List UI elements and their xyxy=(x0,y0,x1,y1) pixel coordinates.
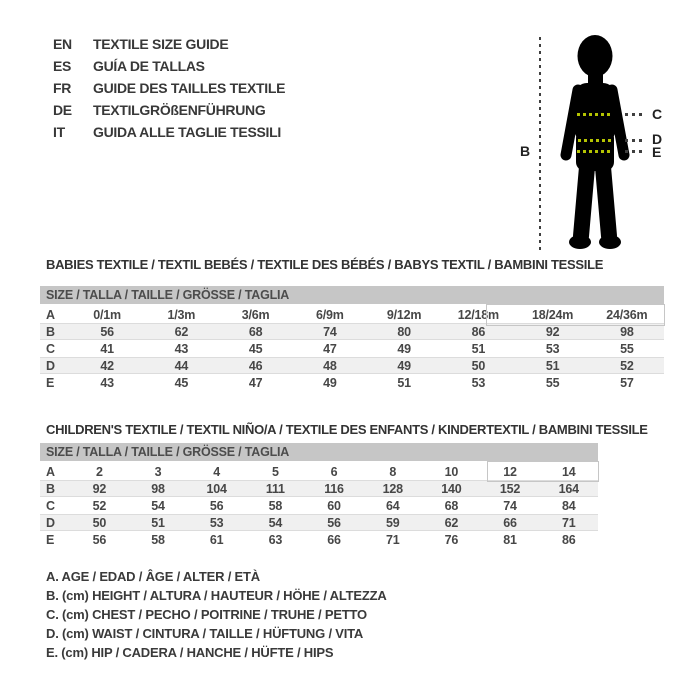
size-cell: 64 xyxy=(385,498,400,513)
size-header-bar: SIZE / TALLA / TAILLE / GRÖSSE / TAGLIA xyxy=(40,286,664,304)
size-cell: 86 xyxy=(561,532,576,547)
size-cell: 49 xyxy=(397,358,411,373)
row-letter: D xyxy=(46,358,55,373)
size-cell: 86 xyxy=(471,324,486,339)
size-cell: 54 xyxy=(268,515,283,530)
size-cell: 111 xyxy=(265,481,285,496)
size-cell: 51 xyxy=(397,375,411,390)
size-cell: 48 xyxy=(323,358,337,373)
size-cell: 59 xyxy=(385,515,400,530)
size-cell: 51 xyxy=(545,358,560,373)
size-cell: 56 xyxy=(100,324,114,339)
waist-measure-line xyxy=(578,139,613,142)
legend-item-height: B. (cm) HEIGHT / ALTURA / HAUTEUR / HÖHE / ALTEZZA xyxy=(46,588,387,603)
height-measure-line xyxy=(539,37,541,250)
size-cell: 6 xyxy=(330,464,338,479)
size-cell: 74 xyxy=(503,498,517,513)
size-cell: 58 xyxy=(151,532,165,547)
size-cell: 43 xyxy=(174,341,189,356)
size-cell: 58 xyxy=(268,498,283,513)
language-row xyxy=(53,33,285,55)
size-cell: 80 xyxy=(397,324,411,339)
row-letter: B xyxy=(46,324,55,339)
language-code: IT xyxy=(53,124,65,140)
height-label-b: B xyxy=(520,143,531,159)
size-cell: 46 xyxy=(248,358,263,373)
row-letter: E xyxy=(46,532,55,547)
size-highlight-box xyxy=(487,461,599,482)
row-letter: A xyxy=(46,307,55,322)
size-cell: 128 xyxy=(382,481,403,496)
size-cell: 92 xyxy=(92,481,107,496)
size-cell: 50 xyxy=(92,515,107,530)
size-cell: 140 xyxy=(441,481,462,496)
size-cell: 81 xyxy=(503,532,517,547)
size-cell: 56 xyxy=(327,515,341,530)
size-cell: 55 xyxy=(545,375,560,390)
language-code: ES xyxy=(53,58,72,74)
size-cell: 60 xyxy=(327,498,341,513)
guide-title: TEXTILGRÖßENFÜHRUNG xyxy=(93,102,266,118)
language-code: FR xyxy=(53,80,72,96)
size-cell: 116 xyxy=(324,481,344,496)
language-code: DE xyxy=(53,102,72,118)
size-cell: 14 xyxy=(561,464,576,479)
row-letter: A xyxy=(46,464,55,479)
size-cell: 98 xyxy=(620,324,634,339)
table-row-C xyxy=(40,497,598,514)
language-row xyxy=(53,121,285,143)
size-cell: 55 xyxy=(620,341,634,356)
size-cell: 61 xyxy=(209,532,224,547)
size-cell: 12 xyxy=(503,464,517,479)
guide-title: GUÍA DE TALLAS xyxy=(93,58,205,74)
size-cell: 84 xyxy=(561,498,576,513)
children-size-table xyxy=(40,443,598,548)
size-cell: 56 xyxy=(209,498,224,513)
size-cell: 71 xyxy=(385,532,400,547)
size-cell: 71 xyxy=(561,515,576,530)
size-cell: 76 xyxy=(444,532,459,547)
size-cell: 51 xyxy=(471,341,486,356)
size-cell: 8 xyxy=(389,464,397,479)
chest-measure-line xyxy=(577,113,613,116)
table-row-E xyxy=(40,374,664,391)
size-cell: 2 xyxy=(95,464,103,479)
size-cell: 51 xyxy=(151,515,165,530)
size-cell: 43 xyxy=(100,375,114,390)
guide-title: GUIDE DES TAILLES TEXTILE xyxy=(93,80,286,96)
language-title-list xyxy=(53,33,285,143)
size-cell: 0/1m xyxy=(93,307,121,322)
table-row-E xyxy=(40,531,598,548)
size-cell: 57 xyxy=(620,375,634,390)
size-cell: 4 xyxy=(213,464,221,479)
table-row-C xyxy=(40,340,664,357)
size-cell: 104 xyxy=(206,481,227,496)
size-cell: 68 xyxy=(248,324,263,339)
waist-label-d: D xyxy=(652,131,663,147)
chest-label-c: C xyxy=(652,106,663,122)
size-cell: 66 xyxy=(503,515,517,530)
hip-label-e: E xyxy=(652,144,662,160)
size-cell: 56 xyxy=(92,532,107,547)
size-header-bar: SIZE / TALLA / TAILLE / GRÖSSE / TAGLIA xyxy=(40,443,598,461)
babies-size-table xyxy=(40,286,664,391)
size-cell: 92 xyxy=(545,324,560,339)
size-cell: 66 xyxy=(327,532,341,547)
row-letter: C xyxy=(46,498,55,513)
size-cell: 98 xyxy=(151,481,165,496)
size-cell: 53 xyxy=(209,515,224,530)
row-letter: B xyxy=(46,481,55,496)
row-letter: C xyxy=(46,341,55,356)
children-table-title: CHILDREN'S TEXTILE / TEXTIL NIÑO/A / TEXTILE DES ENFANTS / KINDERTEXTIL / BAMBINI TESSILE xyxy=(46,422,648,437)
size-highlight-box xyxy=(486,304,665,326)
size-cell: 52 xyxy=(92,498,107,513)
legend-item-hip: E. (cm) HIP / CADERA / HANCHE / HÜFTE / HIPS xyxy=(46,645,334,660)
size-cell: 68 xyxy=(444,498,459,513)
size-cell: 45 xyxy=(248,341,263,356)
table-row-D xyxy=(40,514,598,531)
size-cell: 9/12m xyxy=(386,307,422,322)
language-code: EN xyxy=(53,36,72,52)
size-cell: 47 xyxy=(248,375,263,390)
table-row-D xyxy=(40,357,664,374)
size-cell: 54 xyxy=(151,498,165,513)
hip-measure-line-extension xyxy=(625,150,646,153)
size-cell: 164 xyxy=(558,481,579,496)
size-cell: 152 xyxy=(499,481,521,496)
size-cell: 50 xyxy=(471,358,486,373)
size-cell: 53 xyxy=(471,375,486,390)
size-cell: 45 xyxy=(174,375,189,390)
table-row-B xyxy=(40,480,598,497)
size-cell: 44 xyxy=(174,358,189,373)
size-cell: 12/18m xyxy=(457,307,499,322)
chest-measure-line-extension xyxy=(625,113,646,116)
waist-measure-line-extension xyxy=(625,139,646,142)
row-letter: D xyxy=(46,515,55,530)
size-cell: 62 xyxy=(174,324,189,339)
size-cell: 3/6m xyxy=(241,307,270,322)
size-cell: 41 xyxy=(100,341,114,356)
size-cell: 3 xyxy=(154,464,162,479)
child-silhouette xyxy=(553,33,657,253)
language-row xyxy=(53,99,285,121)
hip-measure-line xyxy=(577,150,613,153)
size-cell: 62 xyxy=(444,515,459,530)
size-cell: 47 xyxy=(323,341,337,356)
size-cell: 42 xyxy=(100,358,114,373)
size-cell: 24/36m xyxy=(606,307,648,322)
size-cell: 6/9m xyxy=(316,307,344,322)
size-cell: 18/24m xyxy=(532,307,574,322)
size-cell: 53 xyxy=(545,341,560,356)
size-cell: 74 xyxy=(323,324,337,339)
guide-title: TEXTILE SIZE GUIDE xyxy=(93,36,229,52)
legend-item-waist: D. (cm) WAIST / CINTURA / TAILLE / HÜFTUNG / VITA xyxy=(46,626,364,641)
size-cell: 52 xyxy=(620,358,634,373)
row-letter: E xyxy=(46,375,55,390)
guide-title: GUIDA ALLE TAGLIE TESSILI xyxy=(93,124,281,140)
legend-item-chest: C. (cm) CHEST / PECHO / POITRINE / TRUHE / PETTO xyxy=(46,607,367,622)
size-cell: 49 xyxy=(397,341,411,356)
size-cell: 49 xyxy=(323,375,337,390)
babies-table-title: BABIES TEXTILE / TEXTIL BEBÉS / TEXTILE DES BÉBÉS / BABYS TEXTIL / BAMBINI TESSILE xyxy=(46,257,604,272)
size-cell: 10 xyxy=(444,464,459,479)
legend-item-age: A. AGE / EDAD / ÂGE / ALTER / ETÀ xyxy=(46,569,260,584)
language-row xyxy=(53,55,285,77)
language-row xyxy=(53,77,285,99)
size-cell: 1/3m xyxy=(167,307,196,322)
size-cell: 63 xyxy=(268,532,283,547)
measurement-legend xyxy=(46,567,387,662)
size-cell: 5 xyxy=(271,464,279,479)
